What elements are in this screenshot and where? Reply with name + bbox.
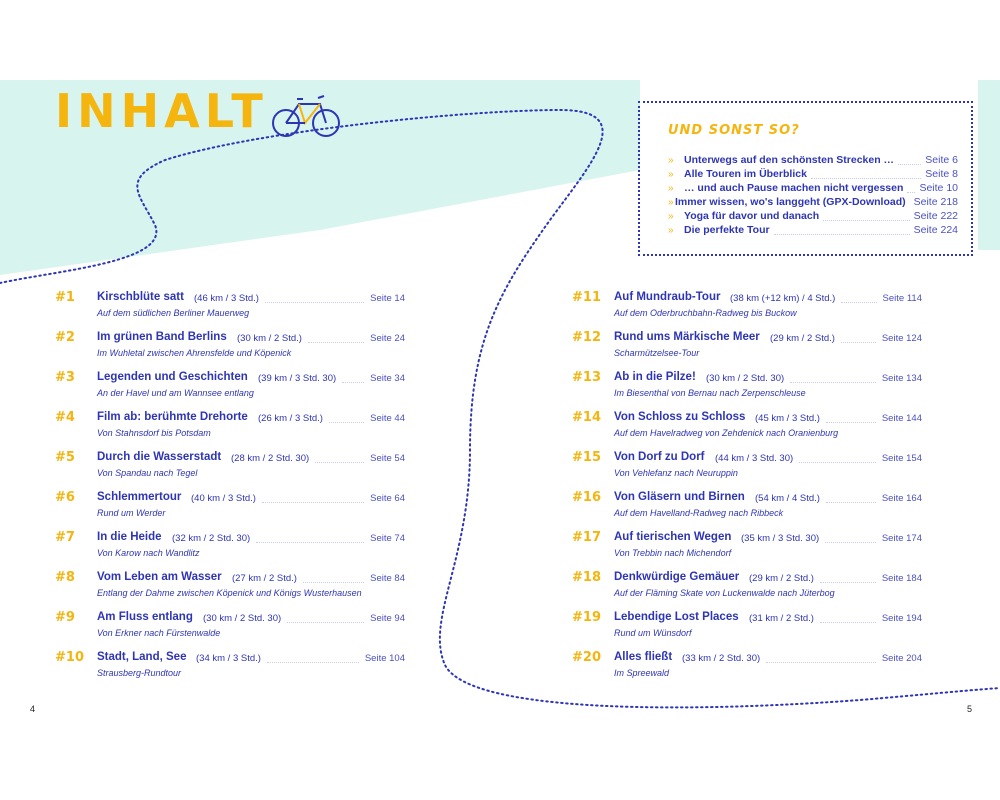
- tour-number: #19: [572, 610, 601, 625]
- tour-subtitle: Von Vehlefanz nach Neuruppin: [614, 468, 738, 478]
- tour-meta: (38 km (+12 km) / 4 Std.): [730, 293, 836, 304]
- tour-number: #6: [55, 490, 75, 505]
- extras-item-label: Die perfekte Tour: [684, 224, 770, 236]
- tour-entry[interactable]: [572, 326, 932, 366]
- tour-meta: (40 km / 3 Std.): [191, 493, 256, 504]
- tour-page: Seite 34: [370, 373, 405, 384]
- tour-page: Seite 164: [881, 493, 922, 504]
- dotted-leader: [790, 382, 876, 383]
- dotted-leader: [308, 342, 364, 343]
- dotted-leader: [262, 502, 364, 503]
- tour-number: #17: [572, 530, 601, 545]
- extras-item-label: Alle Touren im Überblick: [684, 168, 807, 180]
- dotted-leader: [820, 582, 876, 583]
- dotted-leader: [841, 342, 876, 343]
- tour-meta: (29 km / 2 Std.): [770, 333, 835, 344]
- tour-page: Seite 104: [364, 653, 405, 664]
- dotted-leader: [315, 462, 364, 463]
- tour-page: Seite 144: [881, 413, 922, 424]
- tour-page: Seite 14: [370, 293, 405, 304]
- tour-number: #15: [572, 450, 601, 465]
- tour-page: Seite 64: [370, 493, 405, 504]
- dotted-leader: [303, 582, 364, 583]
- dotted-leader: [774, 226, 910, 235]
- dotted-leader: [841, 302, 877, 303]
- extras-item[interactable]: [668, 181, 958, 195]
- tour-page: Seite 174: [881, 533, 922, 544]
- tour-subtitle: Im Biesenthal von Bernau nach Zerpenschleuse: [614, 388, 806, 398]
- tour-entry[interactable]: [572, 566, 932, 606]
- extras-item-page: Seite 222: [913, 210, 958, 222]
- tour-meta: (34 km / 3 Std.): [196, 653, 261, 664]
- page-title: INHALT: [55, 84, 268, 138]
- dotted-leader: [811, 170, 921, 179]
- tour-entry[interactable]: [55, 526, 415, 566]
- tour-page: Seite 54: [370, 453, 405, 464]
- tour-entry[interactable]: [572, 286, 932, 326]
- tour-subtitle: Von Stahnsdorf bis Potsdam: [97, 428, 211, 438]
- tour-title: Auf Mundraub-Tour: [614, 291, 721, 303]
- chevron-right-icon: »: [668, 224, 674, 236]
- tour-number: #2: [55, 330, 75, 345]
- tour-page: Seite 114: [882, 293, 922, 304]
- tour-number: #7: [55, 530, 75, 545]
- tour-subtitle: Entlang der Dahme zwischen Köpenick und Königs Wusterhausen: [97, 588, 362, 598]
- tour-subtitle: Rund um Werder: [97, 508, 166, 518]
- chevron-right-icon: »: [668, 154, 674, 166]
- tour-page: Seite 204: [881, 653, 922, 664]
- tour-meta: (31 km / 2 Std.): [749, 613, 814, 624]
- tour-title: Film ab: berühmte Drehorte: [97, 411, 248, 423]
- extras-item-page: Seite 8: [925, 168, 958, 180]
- tour-page: Seite 24: [370, 333, 405, 344]
- extras-item[interactable]: [668, 223, 958, 237]
- dotted-leader: [267, 662, 359, 663]
- tour-subtitle: Auf der Fläming Skate von Luckenwalde nach Jüterbog: [614, 588, 835, 598]
- tour-title: Durch die Wasserstadt: [97, 451, 222, 463]
- tour-title: Lebendige Lost Places: [614, 611, 739, 623]
- tour-subtitle: Von Trebbin nach Michendorf: [614, 548, 732, 558]
- tour-meta: (54 km / 4 Std.): [755, 493, 820, 504]
- tour-meta: (44 km / 3 Std. 30): [715, 453, 794, 464]
- tour-title: Schlemmertour: [97, 491, 182, 503]
- tour-number: #9: [55, 610, 75, 625]
- extras-item[interactable]: [668, 195, 958, 209]
- dotted-leader: [826, 422, 876, 423]
- tour-entry[interactable]: [572, 446, 932, 486]
- tour-entry[interactable]: [55, 566, 415, 606]
- tour-number: #8: [55, 570, 75, 585]
- dotted-leader: [907, 184, 915, 193]
- dotted-leader: [825, 542, 876, 543]
- extras-item-page: Seite 6: [925, 154, 958, 166]
- extras-item-label: Immer wissen, wo's langgeht (GPX-Download): [675, 196, 906, 208]
- tour-title: Ab in die Pilze!: [614, 371, 696, 383]
- tour-number: #11: [572, 290, 601, 305]
- tour-number: #16: [572, 490, 601, 505]
- dotted-leader: [898, 156, 921, 165]
- chevron-right-icon: »: [668, 182, 674, 194]
- tour-meta: (30 km / 2 Std.): [237, 333, 302, 344]
- tour-meta: (26 km / 3 Std.): [258, 413, 323, 424]
- page-number-left: 4: [30, 704, 36, 714]
- tour-title: Von Schloss zu Schloss: [614, 411, 746, 423]
- tour-page: Seite 184: [881, 573, 922, 584]
- tour-title: In die Heide: [97, 531, 162, 543]
- tour-meta: (35 km / 3 Std. 30): [741, 533, 820, 544]
- dotted-leader: [342, 382, 364, 383]
- tour-subtitle: An der Havel und am Wannsee entlang: [97, 388, 254, 398]
- extras-item-label: Unterwegs auf den schönsten Strecken …: [684, 154, 895, 166]
- tour-meta: (45 km / 3 Std.): [755, 413, 820, 424]
- page-number-right: 5: [967, 704, 973, 714]
- tour-entry[interactable]: [55, 286, 415, 326]
- bicycle-icon: [266, 90, 346, 140]
- extras-item-label: Yoga für davor und danach: [684, 210, 820, 222]
- tour-meta: (46 km / 3 Std.): [194, 293, 259, 304]
- tour-meta: (39 km / 3 Std. 30): [258, 373, 337, 384]
- tour-title: Von Dorf zu Dorf: [614, 451, 705, 463]
- tour-title: Von Gläsern und Birnen: [614, 491, 745, 503]
- tour-entry[interactable]: [55, 326, 415, 366]
- extras-item-page: Seite 10: [919, 182, 958, 194]
- tour-entry[interactable]: [55, 366, 415, 406]
- dotted-leader: [823, 212, 909, 221]
- tour-page: Seite 74: [370, 533, 405, 544]
- mint-band-right: [978, 80, 1000, 250]
- tour-meta: (27 km / 2 Std.): [232, 573, 297, 584]
- extras-item-page: Seite 218: [913, 196, 958, 208]
- tour-number: #18: [572, 570, 601, 585]
- tour-subtitle: Auf dem Oderbruchbahn-Radweg bis Buckow: [614, 308, 797, 318]
- dotted-leader: [766, 662, 876, 663]
- tour-entry[interactable]: [55, 606, 415, 646]
- dotted-leader: [287, 622, 364, 623]
- chevron-right-icon: »: [668, 196, 674, 208]
- tour-number: #12: [572, 330, 601, 345]
- tour-subtitle: Im Wuhletal zwischen Ahrensfelde und Köpenick: [97, 348, 292, 358]
- tour-title: Auf tierischen Wegen: [614, 531, 732, 543]
- tour-page: Seite 194: [881, 613, 922, 624]
- tour-page: Seite 84: [370, 573, 405, 584]
- tour-subtitle: Strausberg-Rundtour: [97, 668, 182, 678]
- tour-number: #14: [572, 410, 601, 425]
- tour-title: Vom Leben am Wasser: [97, 571, 222, 583]
- tour-list-right: [572, 286, 932, 686]
- tour-number: #10: [55, 650, 84, 665]
- extras-item[interactable]: [668, 209, 958, 223]
- tour-subtitle: Im Spreewald: [614, 668, 670, 678]
- tour-entry[interactable]: [572, 406, 932, 446]
- tour-entry[interactable]: [55, 646, 415, 686]
- tour-meta: (33 km / 2 Std. 30): [682, 653, 761, 664]
- tour-entry[interactable]: [55, 486, 415, 526]
- tour-subtitle: Rund um Wünsdorf: [614, 628, 692, 638]
- tour-title: Stadt, Land, See: [97, 651, 187, 663]
- tour-number: #3: [55, 370, 75, 385]
- tour-number: #13: [572, 370, 601, 385]
- tour-page: Seite 134: [881, 373, 922, 384]
- tour-number: #4: [55, 410, 75, 425]
- tour-entry[interactable]: [572, 606, 932, 646]
- extras-item-label: … und auch Pause machen nicht vergessen: [684, 182, 904, 194]
- tour-subtitle: Auf dem Havelradweg von Zehdenick nach Oranienburg: [614, 428, 839, 438]
- dotted-leader: [329, 422, 364, 423]
- extras-box: [638, 101, 973, 256]
- tour-page: Seite 94: [370, 613, 405, 624]
- chevron-right-icon: »: [668, 210, 674, 222]
- tour-number: #20: [572, 650, 601, 665]
- tour-title: Im grünen Band Berlins: [97, 331, 227, 343]
- tour-meta: (28 km / 2 Std. 30): [231, 453, 310, 464]
- tour-title: Denkwürdige Gemäuer: [614, 571, 740, 583]
- dotted-leader: [826, 502, 876, 503]
- tour-meta: (29 km / 2 Std.): [749, 573, 814, 584]
- tour-subtitle: Von Erkner nach Fürstenwalde: [97, 628, 221, 638]
- tour-page: Seite 44: [370, 413, 405, 424]
- tour-meta: (32 km / 2 Std. 30): [172, 533, 251, 544]
- tour-number: #1: [55, 290, 75, 305]
- tour-list-left: [55, 286, 415, 686]
- tour-subtitle: Von Spandau nach Tegel: [97, 468, 198, 478]
- tour-page: Seite 124: [881, 333, 922, 344]
- extras-box-title: UND SONST SO?: [668, 123, 800, 138]
- tour-entry[interactable]: [55, 406, 415, 446]
- dotted-leader: [265, 302, 364, 303]
- extras-item[interactable]: [668, 153, 958, 167]
- tour-subtitle: Auf dem südlichen Berliner Mauerweg: [97, 308, 250, 318]
- tour-entry[interactable]: [572, 366, 932, 406]
- chevron-right-icon: »: [668, 168, 674, 180]
- tour-meta: (30 km / 2 Std. 30): [203, 613, 282, 624]
- tour-subtitle: Auf dem Havelland-Radweg nach Ribbeck: [614, 508, 784, 518]
- tour-number: #5: [55, 450, 75, 465]
- tour-entry[interactable]: [572, 646, 932, 686]
- dotted-leader: [799, 462, 876, 463]
- tour-title: Am Fluss entlang: [97, 611, 193, 623]
- tour-entry[interactable]: [572, 486, 932, 526]
- tour-title: Rund ums Märkische Meer: [614, 331, 760, 343]
- dotted-leader: [820, 622, 876, 623]
- tour-subtitle: Von Karow nach Wandlitz: [97, 548, 200, 558]
- tour-title: Legenden und Geschichten: [97, 371, 248, 383]
- extras-list: [668, 153, 958, 237]
- tour-page: Seite 154: [881, 453, 922, 464]
- dotted-leader: [256, 542, 364, 543]
- tour-title: Kirschblüte satt: [97, 291, 184, 303]
- extras-item-page: Seite 224: [913, 224, 958, 236]
- tour-subtitle: Scharmützelsee-Tour: [614, 348, 700, 358]
- extras-item[interactable]: [668, 167, 958, 181]
- tour-entry[interactable]: [55, 446, 415, 486]
- tour-title: Alles fließt: [614, 651, 673, 663]
- tour-meta: (30 km / 2 Std. 30): [706, 373, 785, 384]
- tour-entry[interactable]: [572, 526, 932, 566]
